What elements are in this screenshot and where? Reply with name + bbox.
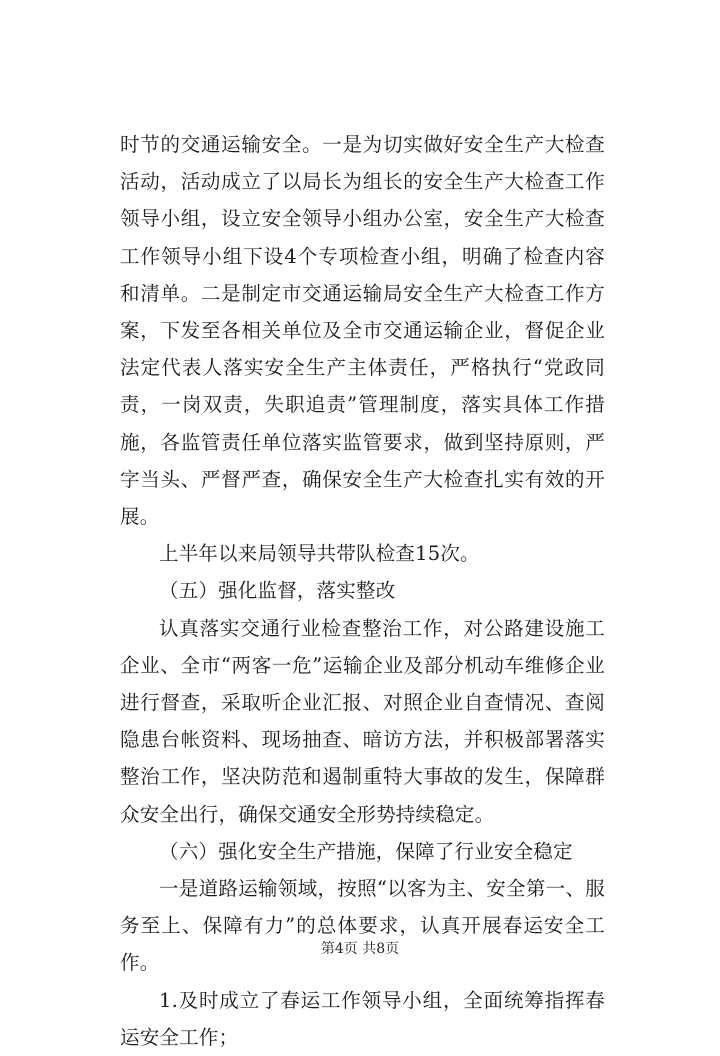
paragraph-3: 认真落实交通行业检查整治工作，对公路建设施工企业、全市“两客一危”运输企业及部分机动车维修企业进行督查，采取听企业汇报、对照企业自查情况、查阅隐患台帐资料、现场抽查、暗访方法，并积极部署落实整治工作，坚决防范和遏制重特大事故的发生，保障群众安全出行，确保交通安全形势持续稳定。	[120, 616, 605, 826]
paragraph-5: 1.及时成立了春运工作领导小组，全面统筹指挥春运安全工作；	[120, 988, 605, 1049]
page-footer: 第4页 共8页	[320, 941, 400, 957]
section-heading-6: （六）强化安全生产措施，保障了行业安全稳定	[159, 839, 573, 863]
paragraph-1: 时节的交通运输安全。一是为切实做好安全生产大检查活动，活动成立了以局长为组长的安全生产大检查工作领导小组，设立安全领导小组办公室，安全生产大检查工作领导小组下设4个专项检查小组，明确了检查内容和清单。二是制定市交通运输局安全生产大检查工作方案，下发至各相关单位及全市交通运输企业，督促企业法定代表人落实安全生产主体责任，严格执行“党政同责，一岗双责，失职追责”管理制度，落实具体工作措施，各监管责任单位落实监管要求，做到坚持原则，严字当头、严督严查，确保安全生产大检查扎实有效的开展。	[120, 133, 605, 529]
section-heading-5: （五）强化监督，落实整改	[159, 579, 396, 603]
body-text	[120, 126, 605, 1056]
paragraph-4: 一是道路运输领域，按照“以客为主、安全第一、服务至上、保障有力”的总体要求，认真开展春运安全工作。	[120, 877, 605, 975]
paragraph-2: 上半年以来局领导共带队检查15次。	[159, 542, 480, 566]
